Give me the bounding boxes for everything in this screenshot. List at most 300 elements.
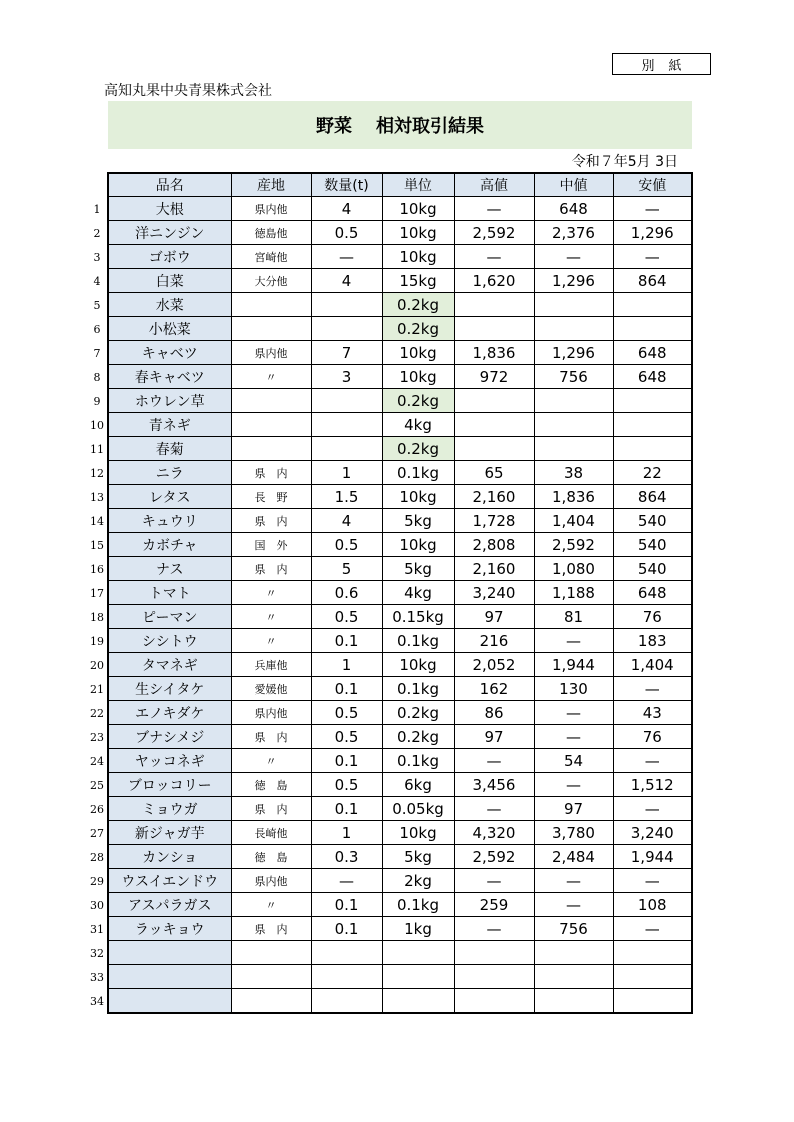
- cell-low: 22: [613, 461, 692, 485]
- cell-high: 3,240: [454, 581, 534, 605]
- row-number: 1: [93, 203, 101, 216]
- cell-high: 2,160: [454, 557, 534, 581]
- cell-qty: 4: [311, 197, 382, 221]
- cell-qty: 0.1: [311, 797, 382, 821]
- report-date: 令和７年5月 3日: [571, 154, 678, 170]
- row-number: 2: [93, 227, 101, 240]
- cell-name: [108, 965, 231, 989]
- cell-origin: [231, 989, 311, 1014]
- col-header-name: 品名: [108, 173, 231, 197]
- header-row: [108, 173, 692, 197]
- cell-high: —: [454, 197, 534, 221]
- cell-low: [613, 437, 692, 461]
- cell-qty: [311, 941, 382, 965]
- cell-unit: 1kg: [382, 917, 454, 941]
- table-row: [108, 773, 692, 797]
- cell-low: 864: [613, 485, 692, 509]
- cell-origin: [231, 941, 311, 965]
- cell-name: ホウレン草: [108, 389, 231, 413]
- cell-high: 1,620: [454, 269, 534, 293]
- cell-origin: 徳 島: [231, 845, 311, 869]
- cell-origin: 県内他: [231, 701, 311, 725]
- cell-mid: —: [534, 773, 613, 797]
- cell-unit: 0.1kg: [382, 893, 454, 917]
- cell-mid: 54: [534, 749, 613, 773]
- cell-name: 大根: [108, 197, 231, 221]
- cell-mid: 2,592: [534, 533, 613, 557]
- cell-name: キュウリ: [108, 509, 231, 533]
- col-header-low: 安値: [613, 173, 692, 197]
- title-category: 野菜: [316, 116, 352, 137]
- cell-high: 86: [454, 701, 534, 725]
- cell-name: 春菊: [108, 437, 231, 461]
- cell-mid: [534, 941, 613, 965]
- cell-high: 259: [454, 893, 534, 917]
- table-row: [108, 461, 692, 485]
- cell-low: [613, 293, 692, 317]
- row-number: 15: [90, 539, 104, 552]
- cell-unit: 10kg: [382, 533, 454, 557]
- cell-mid: 1,080: [534, 557, 613, 581]
- cell-origin: 県 内: [231, 557, 311, 581]
- cell-low: —: [613, 869, 692, 893]
- cell-unit: 0.2kg: [382, 317, 454, 341]
- cell-unit: 10kg: [382, 485, 454, 509]
- table-row: [108, 701, 692, 725]
- cell-name: トマト: [108, 581, 231, 605]
- row-number: 32: [90, 947, 104, 960]
- cell-mid: 2,376: [534, 221, 613, 245]
- cell-qty: 0.1: [311, 893, 382, 917]
- row-number: 21: [90, 683, 104, 696]
- row-number: 16: [90, 563, 104, 576]
- cell-high: 97: [454, 725, 534, 749]
- cell-high: [454, 389, 534, 413]
- cell-origin: 国 外: [231, 533, 311, 557]
- cell-unit: 10kg: [382, 653, 454, 677]
- cell-unit: 6kg: [382, 773, 454, 797]
- cell-high: —: [454, 917, 534, 941]
- cell-high: 2,592: [454, 845, 534, 869]
- cell-origin: 県 内: [231, 509, 311, 533]
- cell-origin: [231, 389, 311, 413]
- cell-unit: 10kg: [382, 821, 454, 845]
- cell-qty: 0.5: [311, 773, 382, 797]
- cell-high: 972: [454, 365, 534, 389]
- cell-name: 小松菜: [108, 317, 231, 341]
- row-number: 22: [90, 707, 104, 720]
- table-row: [108, 413, 692, 437]
- row-number: 18: [90, 611, 104, 624]
- row-number: 33: [90, 971, 104, 984]
- cell-low: 108: [613, 893, 692, 917]
- cell-mid: 1,296: [534, 269, 613, 293]
- row-number: 26: [90, 803, 104, 816]
- row-number: 25: [90, 779, 104, 792]
- cell-origin: [231, 317, 311, 341]
- cell-origin: 県内他: [231, 341, 311, 365]
- cell-origin: 〃: [231, 581, 311, 605]
- cell-mid: 97: [534, 797, 613, 821]
- cell-name: ゴボウ: [108, 245, 231, 269]
- cell-mid: [534, 413, 613, 437]
- cell-unit: 15kg: [382, 269, 454, 293]
- results-table: [107, 172, 693, 1014]
- cell-high: 97: [454, 605, 534, 629]
- cell-name: タマネギ: [108, 653, 231, 677]
- cell-low: [613, 965, 692, 989]
- cell-high: [454, 941, 534, 965]
- cell-unit: 5kg: [382, 509, 454, 533]
- cell-unit: 2kg: [382, 869, 454, 893]
- row-number: 31: [90, 923, 104, 936]
- table-row: [108, 317, 692, 341]
- cell-high: 2,160: [454, 485, 534, 509]
- table-row: [108, 797, 692, 821]
- cell-high: [454, 413, 534, 437]
- cell-name: 生シイタケ: [108, 677, 231, 701]
- cell-high: [454, 293, 534, 317]
- cell-mid: 1,188: [534, 581, 613, 605]
- cell-low: 183: [613, 629, 692, 653]
- cell-qty: 1: [311, 821, 382, 845]
- cell-mid: [534, 989, 613, 1014]
- cell-qty: 1: [311, 461, 382, 485]
- cell-unit: 10kg: [382, 197, 454, 221]
- cell-low: 1,944: [613, 845, 692, 869]
- cell-low: 648: [613, 365, 692, 389]
- cell-low: 1,404: [613, 653, 692, 677]
- cell-qty: 7: [311, 341, 382, 365]
- cell-unit: 0.2kg: [382, 701, 454, 725]
- cell-name: 春キャベツ: [108, 365, 231, 389]
- cell-name: カボチャ: [108, 533, 231, 557]
- cell-origin: [231, 965, 311, 989]
- row-number: 13: [90, 491, 104, 504]
- cell-mid: 81: [534, 605, 613, 629]
- cell-qty: 1.5: [311, 485, 382, 509]
- cell-origin: 長崎他: [231, 821, 311, 845]
- cell-unit: 10kg: [382, 245, 454, 269]
- cell-mid: 756: [534, 365, 613, 389]
- table-row: [108, 221, 692, 245]
- cell-mid: 648: [534, 197, 613, 221]
- cell-origin: 県 内: [231, 725, 311, 749]
- cell-origin: 県 内: [231, 461, 311, 485]
- cell-name: ナス: [108, 557, 231, 581]
- cell-unit: 4kg: [382, 413, 454, 437]
- cell-high: —: [454, 749, 534, 773]
- table-row: [108, 965, 692, 989]
- table-row: [108, 677, 692, 701]
- cell-mid: 1,944: [534, 653, 613, 677]
- cell-low: [613, 941, 692, 965]
- cell-high: —: [454, 797, 534, 821]
- cell-name: [108, 941, 231, 965]
- cell-low: —: [613, 797, 692, 821]
- row-number: 5: [93, 299, 101, 312]
- row-number: 3: [93, 251, 101, 264]
- cell-name: キャベツ: [108, 341, 231, 365]
- cell-low: 540: [613, 557, 692, 581]
- cell-low: 76: [613, 605, 692, 629]
- cell-high: 2,808: [454, 533, 534, 557]
- cell-origin: 県内他: [231, 197, 311, 221]
- cell-unit: 5kg: [382, 845, 454, 869]
- cell-origin: 宮崎他: [231, 245, 311, 269]
- cell-qty: [311, 965, 382, 989]
- cell-unit: [382, 941, 454, 965]
- row-number: 27: [90, 827, 104, 840]
- cell-unit: 5kg: [382, 557, 454, 581]
- table-row: [108, 365, 692, 389]
- cell-qty: 0.1: [311, 677, 382, 701]
- table-row: [108, 509, 692, 533]
- cell-unit: 0.1kg: [382, 629, 454, 653]
- cell-name: ニラ: [108, 461, 231, 485]
- cell-origin: 愛媛他: [231, 677, 311, 701]
- cell-name: アスパラガス: [108, 893, 231, 917]
- cell-origin: 〃: [231, 629, 311, 653]
- row-number: 17: [90, 587, 104, 600]
- attachment-label: 別紙: [612, 53, 711, 75]
- cell-mid: [534, 317, 613, 341]
- cell-mid: 1,836: [534, 485, 613, 509]
- cell-qty: —: [311, 869, 382, 893]
- cell-qty: 3: [311, 365, 382, 389]
- cell-high: 65: [454, 461, 534, 485]
- col-header-high: 高値: [454, 173, 534, 197]
- cell-origin: 〃: [231, 605, 311, 629]
- table-row: [108, 485, 692, 509]
- cell-unit: 0.1kg: [382, 461, 454, 485]
- cell-high: —: [454, 245, 534, 269]
- cell-qty: 4: [311, 509, 382, 533]
- cell-low: 540: [613, 533, 692, 557]
- cell-qty: 5: [311, 557, 382, 581]
- cell-name: ブロッコリー: [108, 773, 231, 797]
- table-row: [108, 629, 692, 653]
- row-number: 29: [90, 875, 104, 888]
- cell-qty: 0.1: [311, 917, 382, 941]
- cell-qty: 0.1: [311, 749, 382, 773]
- cell-mid: —: [534, 725, 613, 749]
- cell-mid: —: [534, 893, 613, 917]
- cell-name: 白菜: [108, 269, 231, 293]
- row-number: 34: [90, 995, 104, 1008]
- cell-name: 新ジャガ芋: [108, 821, 231, 845]
- cell-origin: 兵庫他: [231, 653, 311, 677]
- cell-low: —: [613, 677, 692, 701]
- row-number: 14: [90, 515, 104, 528]
- cell-low: [613, 989, 692, 1014]
- cell-low: —: [613, 197, 692, 221]
- cell-qty: [311, 389, 382, 413]
- cell-name: [108, 989, 231, 1014]
- cell-name: ピーマン: [108, 605, 231, 629]
- cell-unit: 0.1kg: [382, 749, 454, 773]
- cell-unit: [382, 989, 454, 1014]
- cell-mid: —: [534, 245, 613, 269]
- row-number: 10: [90, 419, 104, 432]
- table-row: [108, 557, 692, 581]
- table-row: [108, 245, 692, 269]
- table-row: [108, 749, 692, 773]
- cell-low: [613, 413, 692, 437]
- row-number: 8: [93, 371, 101, 384]
- cell-origin: 〃: [231, 893, 311, 917]
- table-row: [108, 869, 692, 893]
- cell-unit: 0.15kg: [382, 605, 454, 629]
- col-header-unit: 単位: [382, 173, 454, 197]
- cell-qty: 0.5: [311, 221, 382, 245]
- cell-origin: 県 内: [231, 797, 311, 821]
- cell-name: エノキダケ: [108, 701, 231, 725]
- cell-name: シシトウ: [108, 629, 231, 653]
- cell-mid: 38: [534, 461, 613, 485]
- cell-qty: 0.3: [311, 845, 382, 869]
- cell-qty: 4: [311, 269, 382, 293]
- row-number: 20: [90, 659, 104, 672]
- cell-origin: 長 野: [231, 485, 311, 509]
- cell-qty: [311, 437, 382, 461]
- cell-mid: [534, 293, 613, 317]
- cell-unit: 0.2kg: [382, 725, 454, 749]
- table-row: [108, 437, 692, 461]
- cell-origin: 県 内: [231, 917, 311, 941]
- cell-unit: 4kg: [382, 581, 454, 605]
- cell-unit: 0.2kg: [382, 293, 454, 317]
- cell-high: 2,592: [454, 221, 534, 245]
- cell-origin: 大分他: [231, 269, 311, 293]
- title-main: 相対取引結果: [376, 116, 484, 137]
- cell-mid: —: [534, 701, 613, 725]
- row-number: 24: [90, 755, 104, 768]
- cell-name: 青ネギ: [108, 413, 231, 437]
- cell-high: 1,836: [454, 341, 534, 365]
- cell-name: 水菜: [108, 293, 231, 317]
- cell-high: 162: [454, 677, 534, 701]
- cell-low: [613, 317, 692, 341]
- cell-low: 76: [613, 725, 692, 749]
- cell-name: 洋ニンジン: [108, 221, 231, 245]
- table-row: [108, 389, 692, 413]
- cell-origin: 〃: [231, 365, 311, 389]
- row-number: 4: [93, 275, 101, 288]
- table-row: [108, 533, 692, 557]
- cell-qty: 1: [311, 653, 382, 677]
- row-number: 30: [90, 899, 104, 912]
- cell-qty: 0.6: [311, 581, 382, 605]
- cell-name: ブナシメジ: [108, 725, 231, 749]
- row-number: 28: [90, 851, 104, 864]
- cell-name: ラッキョウ: [108, 917, 231, 941]
- table-row: [108, 893, 692, 917]
- page-title: [108, 101, 692, 149]
- row-number: 11: [90, 443, 104, 456]
- table-row: [108, 725, 692, 749]
- cell-mid: 1,296: [534, 341, 613, 365]
- cell-mid: 2,484: [534, 845, 613, 869]
- cell-name: カンショ: [108, 845, 231, 869]
- cell-low: —: [613, 245, 692, 269]
- cell-high: 4,320: [454, 821, 534, 845]
- cell-low: 864: [613, 269, 692, 293]
- cell-origin: 徳島他: [231, 221, 311, 245]
- cell-origin: 県内他: [231, 869, 311, 893]
- cell-origin: [231, 413, 311, 437]
- cell-unit: 0.2kg: [382, 389, 454, 413]
- row-number: 19: [90, 635, 104, 648]
- cell-mid: [534, 437, 613, 461]
- cell-high: 3,456: [454, 773, 534, 797]
- cell-low: 43: [613, 701, 692, 725]
- cell-qty: —: [311, 245, 382, 269]
- cell-origin: 〃: [231, 749, 311, 773]
- cell-high: [454, 965, 534, 989]
- cell-qty: 0.5: [311, 725, 382, 749]
- table-row: [108, 293, 692, 317]
- cell-mid: 130: [534, 677, 613, 701]
- cell-low: 1,512: [613, 773, 692, 797]
- cell-qty: [311, 293, 382, 317]
- cell-mid: —: [534, 629, 613, 653]
- row-number: 9: [93, 395, 101, 408]
- cell-high: 2,052: [454, 653, 534, 677]
- table-body: [108, 197, 692, 1014]
- cell-unit: [382, 965, 454, 989]
- cell-low: 3,240: [613, 821, 692, 845]
- col-header-origin: 産地: [231, 173, 311, 197]
- cell-mid: [534, 389, 613, 413]
- table-row: [108, 653, 692, 677]
- table-row: [108, 197, 692, 221]
- cell-qty: 0.5: [311, 701, 382, 725]
- cell-high: 1,728: [454, 509, 534, 533]
- cell-high: [454, 317, 534, 341]
- table-row: [108, 917, 692, 941]
- cell-qty: [311, 317, 382, 341]
- cell-high: —: [454, 869, 534, 893]
- cell-qty: [311, 989, 382, 1014]
- col-header-mid: 中値: [534, 173, 613, 197]
- row-number: 6: [93, 323, 101, 336]
- cell-origin: [231, 293, 311, 317]
- cell-qty: 0.1: [311, 629, 382, 653]
- cell-mid: [534, 965, 613, 989]
- table-row: [108, 821, 692, 845]
- row-number: 12: [90, 467, 104, 480]
- cell-name: レタス: [108, 485, 231, 509]
- row-number: 7: [93, 347, 101, 360]
- cell-high: [454, 989, 534, 1014]
- table-row: [108, 341, 692, 365]
- cell-origin: [231, 437, 311, 461]
- cell-mid: 3,780: [534, 821, 613, 845]
- cell-mid: —: [534, 869, 613, 893]
- table-row: [108, 845, 692, 869]
- table-row: [108, 605, 692, 629]
- cell-unit: 10kg: [382, 341, 454, 365]
- table-row: [108, 989, 692, 1014]
- cell-qty: 0.5: [311, 533, 382, 557]
- cell-unit: 10kg: [382, 365, 454, 389]
- company-name: 高知丸果中央青果株式会社: [104, 83, 272, 99]
- cell-low: 540: [613, 509, 692, 533]
- cell-name: ヤッコネギ: [108, 749, 231, 773]
- cell-low: 648: [613, 341, 692, 365]
- cell-qty: [311, 413, 382, 437]
